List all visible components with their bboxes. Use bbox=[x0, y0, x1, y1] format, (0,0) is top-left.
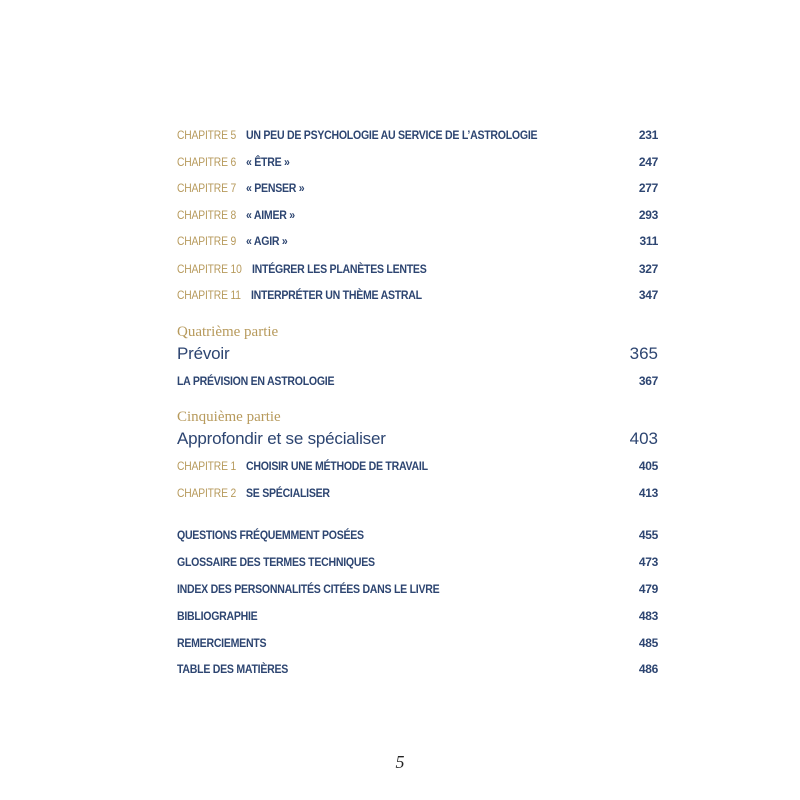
appendix-title: INDEX DES PERSONNALITÉS CITÉES DANS LE LIVRE bbox=[177, 582, 440, 596]
page-number: 347 bbox=[638, 288, 658, 302]
toc-entry[interactable] bbox=[177, 181, 658, 201]
chapter-number: CHAPITRE 6 bbox=[177, 155, 237, 169]
toc-entry[interactable] bbox=[177, 208, 658, 228]
toc-entry[interactable] bbox=[177, 155, 658, 175]
chapter-title: UN PEU DE PSYCHOLOGIE AU SERVICE DE L’ASTROLOGIE bbox=[245, 128, 537, 142]
chapter-number: CHAPITRE 7 bbox=[177, 181, 237, 195]
chapter-title: « PENSER » bbox=[245, 181, 305, 195]
page-number: 483 bbox=[638, 609, 658, 623]
toc-entry[interactable] bbox=[177, 128, 658, 148]
page-number: 367 bbox=[638, 374, 658, 388]
toc-entry[interactable] bbox=[177, 262, 658, 282]
toc-entry[interactable] bbox=[177, 528, 658, 548]
chapter-title: « AGIR » bbox=[245, 234, 288, 248]
appendix-title: REMERCIEMENTS bbox=[177, 636, 267, 650]
chapter-title: « ÊTRE » bbox=[245, 155, 290, 169]
chapter-number: CHAPITRE 11 bbox=[177, 288, 241, 302]
chapter-number: CHAPITRE 5 bbox=[177, 128, 237, 142]
part-title: Approfondir et se spécialiser bbox=[177, 429, 386, 448]
appendix-title: QUESTIONS FRÉQUEMMENT POSÉES bbox=[177, 528, 364, 542]
toc-entry[interactable] bbox=[177, 234, 658, 254]
toc-entry[interactable] bbox=[177, 486, 658, 506]
page-number: 413 bbox=[638, 486, 658, 500]
chapter-number: CHAPITRE 9 bbox=[177, 234, 237, 248]
part-heading[interactable] bbox=[177, 344, 658, 364]
chapter-number: CHAPITRE 1 bbox=[177, 459, 237, 473]
toc-entry[interactable] bbox=[177, 609, 658, 629]
chapter-title: INTÉGRER LES PLANÈTES LENTES bbox=[252, 262, 427, 276]
page-number: 455 bbox=[638, 528, 658, 542]
part-label: Quatrième partie bbox=[177, 324, 279, 340]
toc-entry[interactable] bbox=[177, 288, 658, 308]
part-title: Prévoir bbox=[177, 344, 230, 363]
appendix-title: TABLE DES MATIÈRES bbox=[177, 662, 289, 676]
page-number: 485 bbox=[638, 636, 658, 650]
toc-entry[interactable] bbox=[177, 582, 658, 602]
toc-entry[interactable] bbox=[177, 636, 658, 656]
part-page-number: 403 bbox=[629, 429, 658, 448]
toc-entry[interactable] bbox=[177, 374, 658, 394]
page-number: 277 bbox=[638, 181, 658, 195]
page-number: 247 bbox=[638, 155, 658, 169]
page-number: 405 bbox=[638, 459, 658, 473]
part-label: Cinquième partie bbox=[177, 409, 281, 425]
chapter-number: CHAPITRE 8 bbox=[177, 208, 237, 222]
page-number: 231 bbox=[638, 128, 658, 142]
chapter-title: LA PRÉVISION EN ASTROLOGIE bbox=[177, 374, 335, 388]
page-number: 311 bbox=[639, 234, 658, 248]
toc-entry[interactable] bbox=[177, 662, 658, 682]
page-number: 473 bbox=[638, 555, 658, 569]
toc-entry[interactable] bbox=[177, 459, 658, 479]
appendix-title: GLOSSAIRE DES TERMES TECHNIQUES bbox=[177, 555, 375, 569]
toc-entry[interactable] bbox=[177, 555, 658, 575]
page-folio: 5 bbox=[395, 752, 405, 772]
chapter-number: CHAPITRE 10 bbox=[177, 262, 242, 276]
chapter-title: INTERPRÉTER UN THÈME ASTRAL bbox=[251, 288, 423, 302]
appendix-title: BIBLIOGRAPHIE bbox=[177, 609, 258, 623]
part-page-number: 365 bbox=[629, 344, 658, 363]
page-number: 479 bbox=[638, 582, 658, 596]
page-number: 293 bbox=[638, 208, 658, 222]
chapter-title: « AIMER » bbox=[245, 208, 295, 222]
chapter-number: CHAPITRE 2 bbox=[177, 486, 237, 500]
chapter-title: CHOISIR UNE MÉTHODE DE TRAVAIL bbox=[245, 459, 428, 473]
part-heading[interactable] bbox=[177, 429, 658, 449]
chapter-title: SE SPÉCIALISER bbox=[245, 486, 330, 500]
page-number: 486 bbox=[638, 662, 658, 676]
page-number: 327 bbox=[638, 262, 658, 276]
